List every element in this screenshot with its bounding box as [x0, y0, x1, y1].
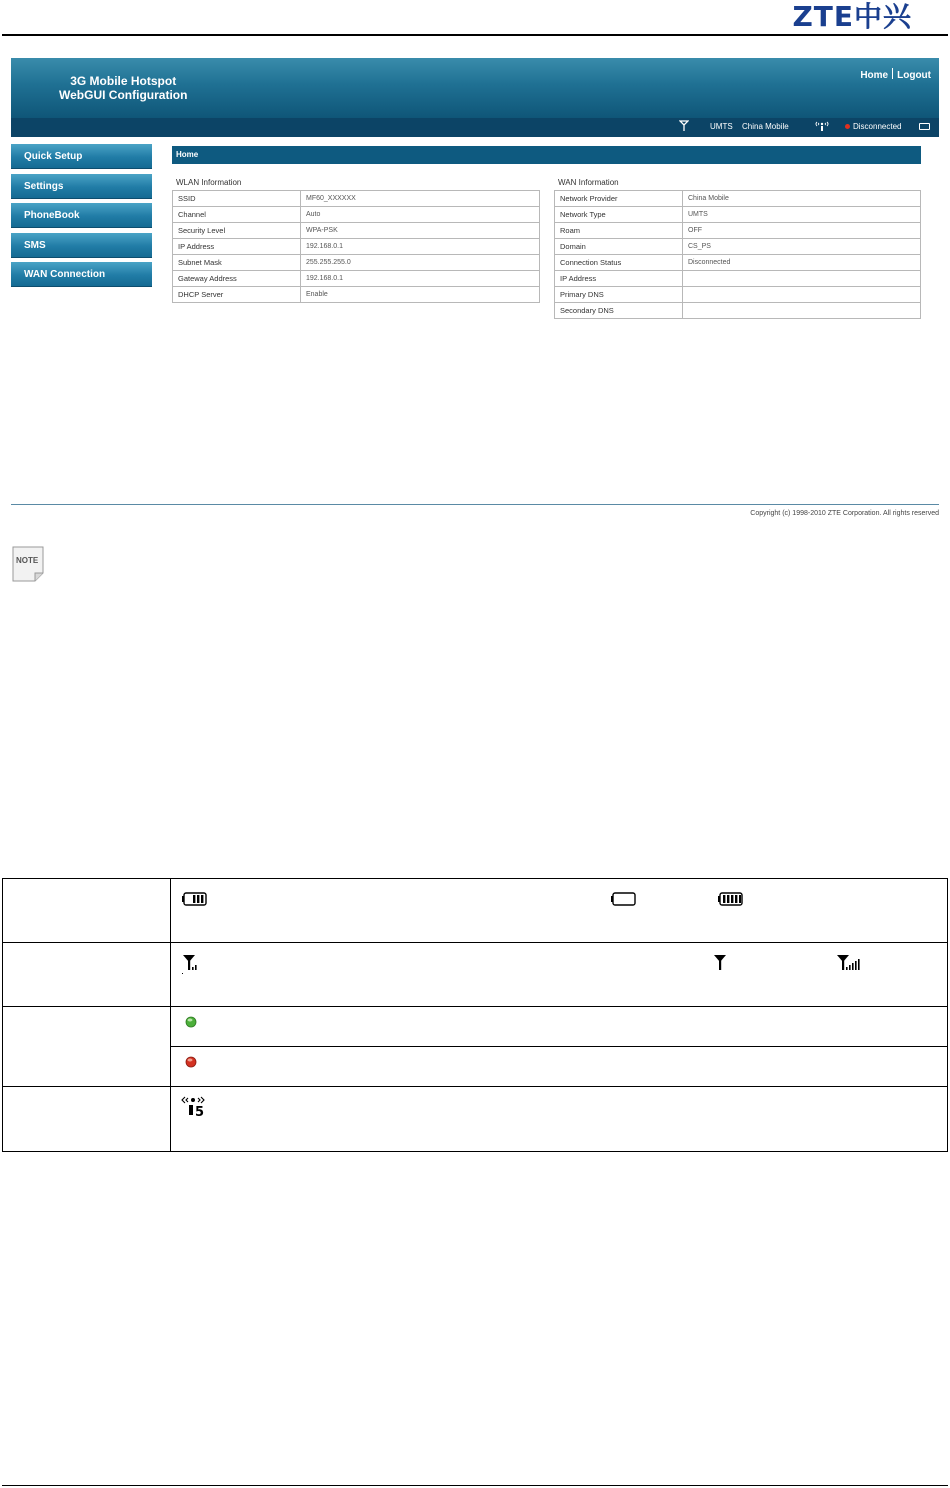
webgui-screenshot — [11, 58, 939, 520]
zte-logo: ZTE中兴 — [792, 0, 912, 33]
wan-value — [683, 287, 921, 303]
legend-wifi-users-cell — [171, 1087, 948, 1152]
banner — [11, 58, 939, 118]
wan-row — [555, 207, 921, 223]
wlan-key: Subnet Mask — [173, 255, 301, 271]
wlan-key: Gateway Address — [173, 271, 301, 287]
wan-row — [555, 255, 921, 271]
wan-key: Roam — [555, 223, 683, 239]
sidebar-nav — [11, 144, 152, 292]
wlan-title: WLAN Information — [176, 178, 242, 187]
legend-label-cell — [3, 1007, 171, 1087]
wan-title: WAN Information — [558, 178, 619, 187]
wlan-value: 192.168.0.1 — [301, 271, 540, 287]
battery-empty-icon — [611, 891, 639, 912]
wan-value: Disconnected — [683, 255, 921, 271]
note-label: NOTE — [16, 556, 39, 565]
wan-row — [555, 239, 921, 255]
wan-row — [555, 287, 921, 303]
wan-row — [555, 303, 921, 319]
banner-title-line1: 3G Mobile Hotspot — [70, 74, 177, 88]
header-rule — [2, 34, 948, 36]
wlan-row — [173, 287, 540, 303]
nav-quick-setup[interactable]: Quick Setup — [11, 144, 152, 169]
wan-value: UMTS — [683, 207, 921, 223]
wlan-value: Enable — [301, 287, 540, 303]
legend-label-cell — [3, 1087, 171, 1152]
network-type-label: UMTS — [710, 122, 733, 131]
wan-table — [554, 190, 921, 319]
wifi-user-count: 5 — [195, 1105, 205, 1120]
legend-battery-cell — [171, 879, 948, 943]
wlan-value: WPA-PSK — [301, 223, 540, 239]
wlan-row — [173, 239, 540, 255]
wlan-row — [173, 223, 540, 239]
wlan-row — [173, 255, 540, 271]
legend-connected-cell — [171, 1007, 948, 1047]
note-icon — [12, 546, 44, 582]
legend-disconnected-cell — [171, 1047, 948, 1087]
nav-settings[interactable]: Settings — [11, 174, 152, 199]
wan-value: OFF — [683, 223, 921, 239]
provider-label: China Mobile — [742, 122, 789, 131]
icon-legend-table — [2, 878, 948, 1152]
top-links — [860, 68, 931, 81]
wlan-key: Security Level — [173, 223, 301, 239]
wlan-key: DHCP Server — [173, 287, 301, 303]
nav-wan-connection[interactable]: WAN Connection — [11, 262, 152, 287]
status-bar — [11, 118, 939, 137]
wlan-key: IP Address — [173, 239, 301, 255]
wlan-value: 255.255.255.0 — [301, 255, 540, 271]
wlan-table — [172, 190, 540, 303]
legend-label-cell — [3, 879, 171, 943]
wan-key: Network Type — [555, 207, 683, 223]
nav-sms[interactable]: SMS — [11, 233, 152, 258]
wan-key: Domain — [555, 239, 683, 255]
signal-none-icon — [713, 953, 729, 976]
wan-key: Primary DNS — [555, 287, 683, 303]
nav-phonebook[interactable]: PhoneBook — [11, 203, 152, 228]
signal-weak-icon — [182, 953, 204, 980]
wan-value — [683, 303, 921, 319]
wan-value: CS_PS — [683, 239, 921, 255]
disconnected-red-icon — [185, 1055, 197, 1073]
wlan-value: MF60_XXXXXX — [301, 191, 540, 207]
wan-value: China Mobile — [683, 191, 921, 207]
connected-green-icon — [185, 1015, 197, 1033]
page-bottom-rule — [2, 1485, 948, 1486]
wan-key: IP Address — [555, 271, 683, 287]
wan-row — [555, 271, 921, 287]
copyright: Copyright (c) 1998-2010 ZTE Corporation. All rights reserved — [750, 510, 939, 517]
wifi-users-icon — [815, 120, 829, 134]
wlan-row — [173, 191, 540, 207]
legend-label-cell — [3, 943, 171, 1007]
wlan-row — [173, 271, 540, 287]
battery-empty-icon — [919, 123, 930, 132]
breadcrumb: Home — [172, 146, 921, 164]
connection-status-label: Disconnected — [853, 122, 902, 131]
wan-key: Secondary DNS — [555, 303, 683, 319]
link-separator — [892, 68, 893, 79]
footer-rule — [11, 504, 939, 505]
logout-link[interactable]: Logout — [897, 70, 931, 81]
wlan-key: Channel — [173, 207, 301, 223]
battery-half-icon — [182, 891, 210, 912]
battery-full-icon — [718, 891, 746, 912]
home-link[interactable]: Home — [860, 70, 889, 81]
wifi-users-icon — [181, 1094, 211, 1125]
banner-title — [59, 74, 187, 102]
signal-full-icon — [836, 953, 864, 976]
wan-row — [555, 191, 921, 207]
signal-none-icon — [679, 120, 689, 134]
wan-value — [683, 271, 921, 287]
disconnected-red-icon — [845, 124, 850, 129]
wan-key: Connection Status — [555, 255, 683, 271]
wlan-value: Auto — [301, 207, 540, 223]
connection-status — [845, 122, 901, 131]
wan-row — [555, 223, 921, 239]
wlan-row — [173, 207, 540, 223]
banner-title-line2: WebGUI Configuration — [59, 88, 188, 102]
wlan-key: SSID — [173, 191, 301, 207]
wlan-value: 192.168.0.1 — [301, 239, 540, 255]
legend-signal-cell — [171, 943, 948, 1007]
wan-key: Network Provider — [555, 191, 683, 207]
